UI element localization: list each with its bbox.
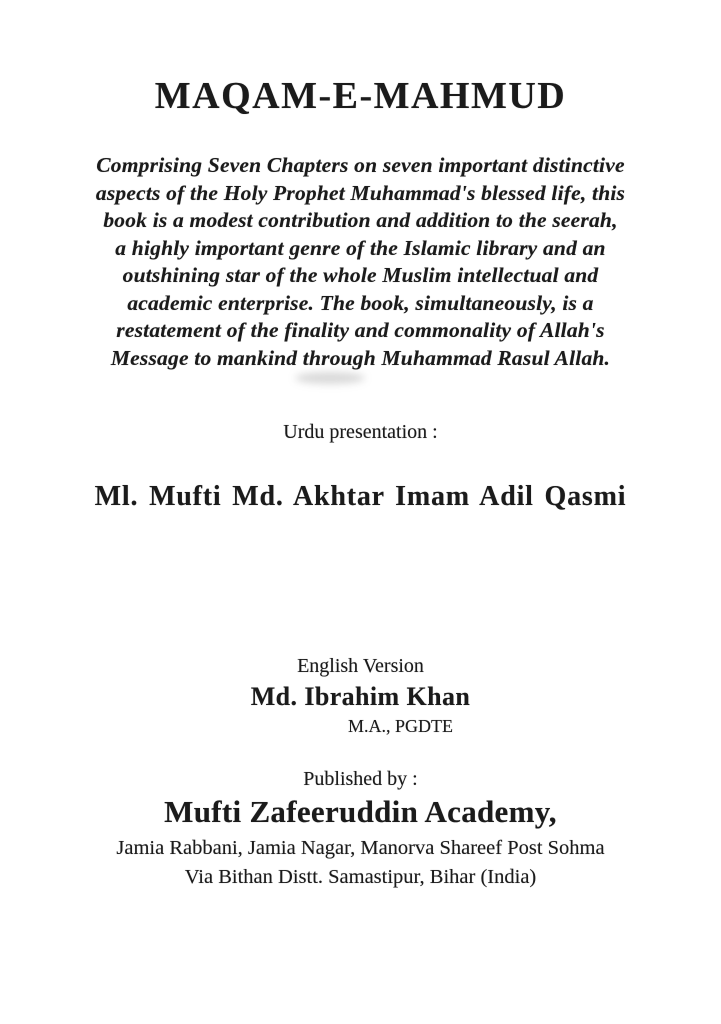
publisher-address-line: Jamia Rabbani, Jamia Nagar, Manorva Shareef Post Sohma: [116, 837, 605, 859]
publisher-address: [0, 834, 721, 892]
book-description-line: a highly important genre of the Islamic library and an: [115, 235, 606, 260]
scan-smudge-artifact: [295, 372, 365, 384]
book-description-line: academic enterprise. The book, simultaneously, is a: [127, 290, 594, 315]
published-by-label: Published by :: [303, 768, 418, 790]
english-version-author: Md. Ibrahim Khan: [250, 682, 471, 711]
book-description-line: aspects of the Holy Prophet Muhammad's blessed life, this: [95, 180, 626, 205]
book-description-line: book is a modest contribution and addition to the seerah,: [103, 208, 618, 232]
urdu-presentation-label: Urdu presentation :: [283, 421, 438, 443]
book-description-line: outshining star of the whole Muslim intellectual and: [122, 263, 599, 287]
publisher-address-line: Via Bithan Distt. Samastipur, Bihar (India): [184, 866, 537, 888]
book-description-line: restatement of the finality and commonality of Allah's: [116, 318, 605, 342]
publisher-name: Mufti Zafeeruddin Academy,: [164, 794, 557, 829]
english-author-qualifications: M.A., PGDTE: [347, 716, 453, 736]
urdu-presentation-author: Ml. Mufti Md. Akhtar Imam Adil Qasmi: [94, 481, 627, 512]
book-description-line: Message to mankind through Muhammad Rasul Allah.: [110, 345, 611, 370]
book-title: MAQAM-E-MAHMUD: [154, 75, 567, 117]
english-version-label: English Version: [297, 655, 424, 677]
book-description: [0, 152, 721, 372]
book-description-line: Comprising Seven Chapters on seven important distinctive: [96, 153, 625, 177]
